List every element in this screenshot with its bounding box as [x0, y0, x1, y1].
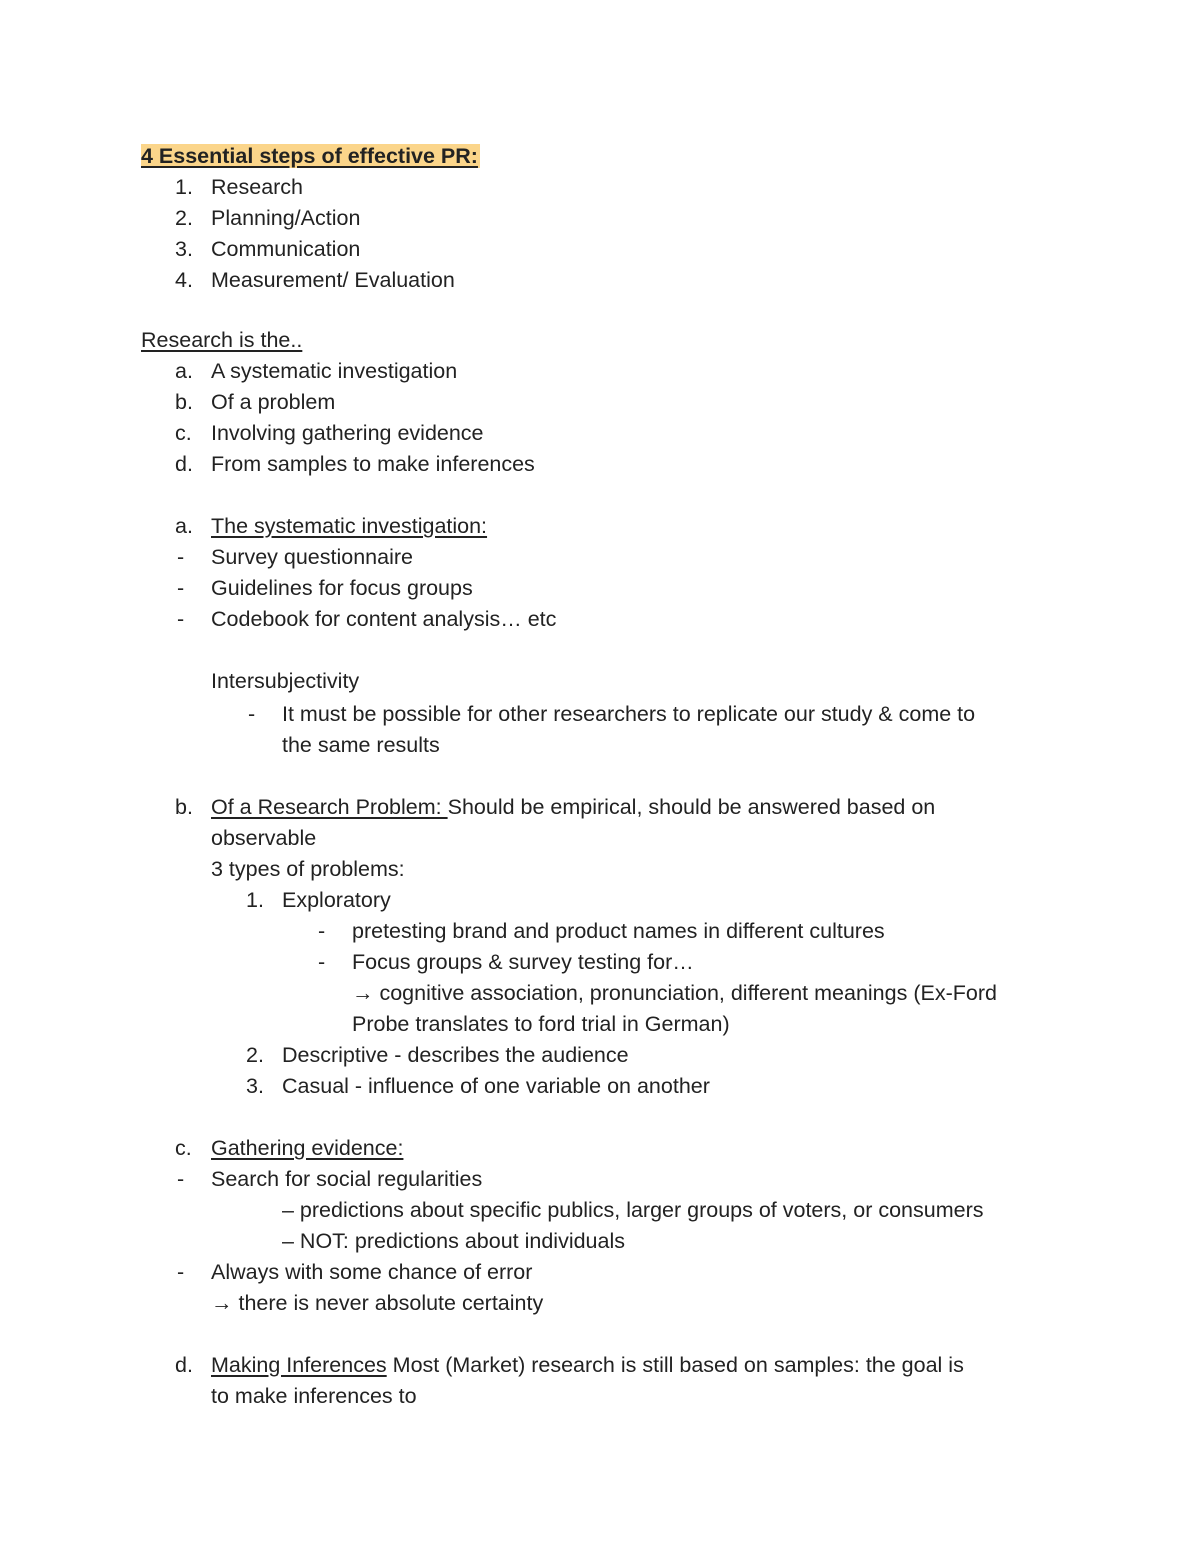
subheading: Intersubjectivity	[211, 669, 360, 693]
list-marker: c.	[175, 421, 192, 445]
section-marker: b.	[175, 795, 193, 819]
list-item: Involving gathering evidence	[211, 421, 484, 445]
section-text-continuation: observable	[211, 826, 317, 850]
section-marker: c.	[175, 1136, 192, 1160]
bullet-item: Guidelines for focus groups	[211, 576, 473, 600]
sub-bullet: – NOT: predictions about individuals	[282, 1229, 625, 1253]
step-number-3: 3.	[175, 237, 193, 261]
step-number-4: 4.	[175, 268, 193, 292]
step-item: Measurement/ Evaluation	[211, 268, 455, 292]
sub-bullet: – predictions about specific publics, larger groups of voters, or consumers	[282, 1198, 984, 1222]
step-number-1: 1.	[175, 175, 193, 199]
bullet-item: Codebook for content analysis… etc	[211, 607, 557, 631]
section-title: Of a Research Problem:	[211, 795, 448, 819]
list-item: Of a problem	[211, 390, 336, 414]
bullet-item: Always with some chance of error	[211, 1260, 533, 1284]
dash-bullet: -	[177, 1260, 185, 1284]
highlighted-heading: 4 Essential steps of effective PR:	[141, 144, 478, 168]
dash-bullet: -	[248, 702, 256, 726]
section-line	[211, 1352, 964, 1378]
page-title	[141, 143, 480, 169]
step-item: Communication	[211, 237, 361, 261]
list-marker: a.	[175, 359, 193, 383]
section-text: Should be empirical, should be answered based on	[447, 795, 936, 819]
bullet-item: It must be possible for other researchers to replicate our study & come to	[282, 702, 976, 726]
list-item: A systematic investigation	[211, 359, 458, 383]
list-marker: 3.	[246, 1074, 264, 1098]
step-item: Research	[211, 175, 304, 199]
dash-bullet: -	[177, 607, 185, 631]
bullet-item-continuation: the same results	[282, 733, 440, 757]
dash-bullet: -	[177, 576, 185, 600]
list-marker: b.	[175, 390, 193, 414]
section-line	[211, 794, 935, 820]
list-marker: 2.	[246, 1043, 264, 1067]
dash-bullet: -	[177, 1167, 185, 1191]
dash-bullet: -	[177, 545, 185, 569]
section-marker: d.	[175, 1353, 193, 1377]
list-item: Casual - influence of one variable on another	[282, 1074, 710, 1098]
dash-bullet: -	[318, 919, 326, 943]
arrow-note-continuation: Probe translates to ford trial in German)	[352, 1012, 730, 1036]
dash-bullet: -	[318, 950, 326, 974]
section-title: The systematic investigation:	[211, 514, 488, 538]
bullet-item: pretesting brand and product names in different cultures	[352, 919, 885, 943]
section-title: Making Inferences	[211, 1353, 387, 1377]
section-text-continuation: to make inferences to	[211, 1384, 417, 1408]
section-text: Most (Market) research is still based on samples: the goal is	[386, 1353, 964, 1377]
bullet-item: Search for social regularities	[211, 1167, 483, 1191]
bullet-item: Focus groups & survey testing for…	[352, 950, 694, 974]
list-item: Descriptive - describes the audience	[282, 1043, 629, 1067]
research-heading: Research is the..	[141, 328, 303, 352]
arrow-note: → cognitive association, pronunciation, different meanings (Ex-Ford	[352, 981, 997, 1005]
list-item: From samples to make inferences	[211, 452, 535, 476]
arrow-note: → there is never absolute certainty	[211, 1291, 544, 1315]
subheading: 3 types of problems:	[211, 857, 405, 881]
list-marker: d.	[175, 452, 193, 476]
list-item: Exploratory	[282, 888, 391, 912]
section-marker: a.	[175, 514, 193, 538]
step-number-2: 2.	[175, 206, 193, 230]
bullet-item: Survey questionnaire	[211, 545, 413, 569]
section-title: Gathering evidence:	[211, 1136, 404, 1160]
step-item: Planning/Action	[211, 206, 361, 230]
list-marker: 1.	[246, 888, 264, 912]
